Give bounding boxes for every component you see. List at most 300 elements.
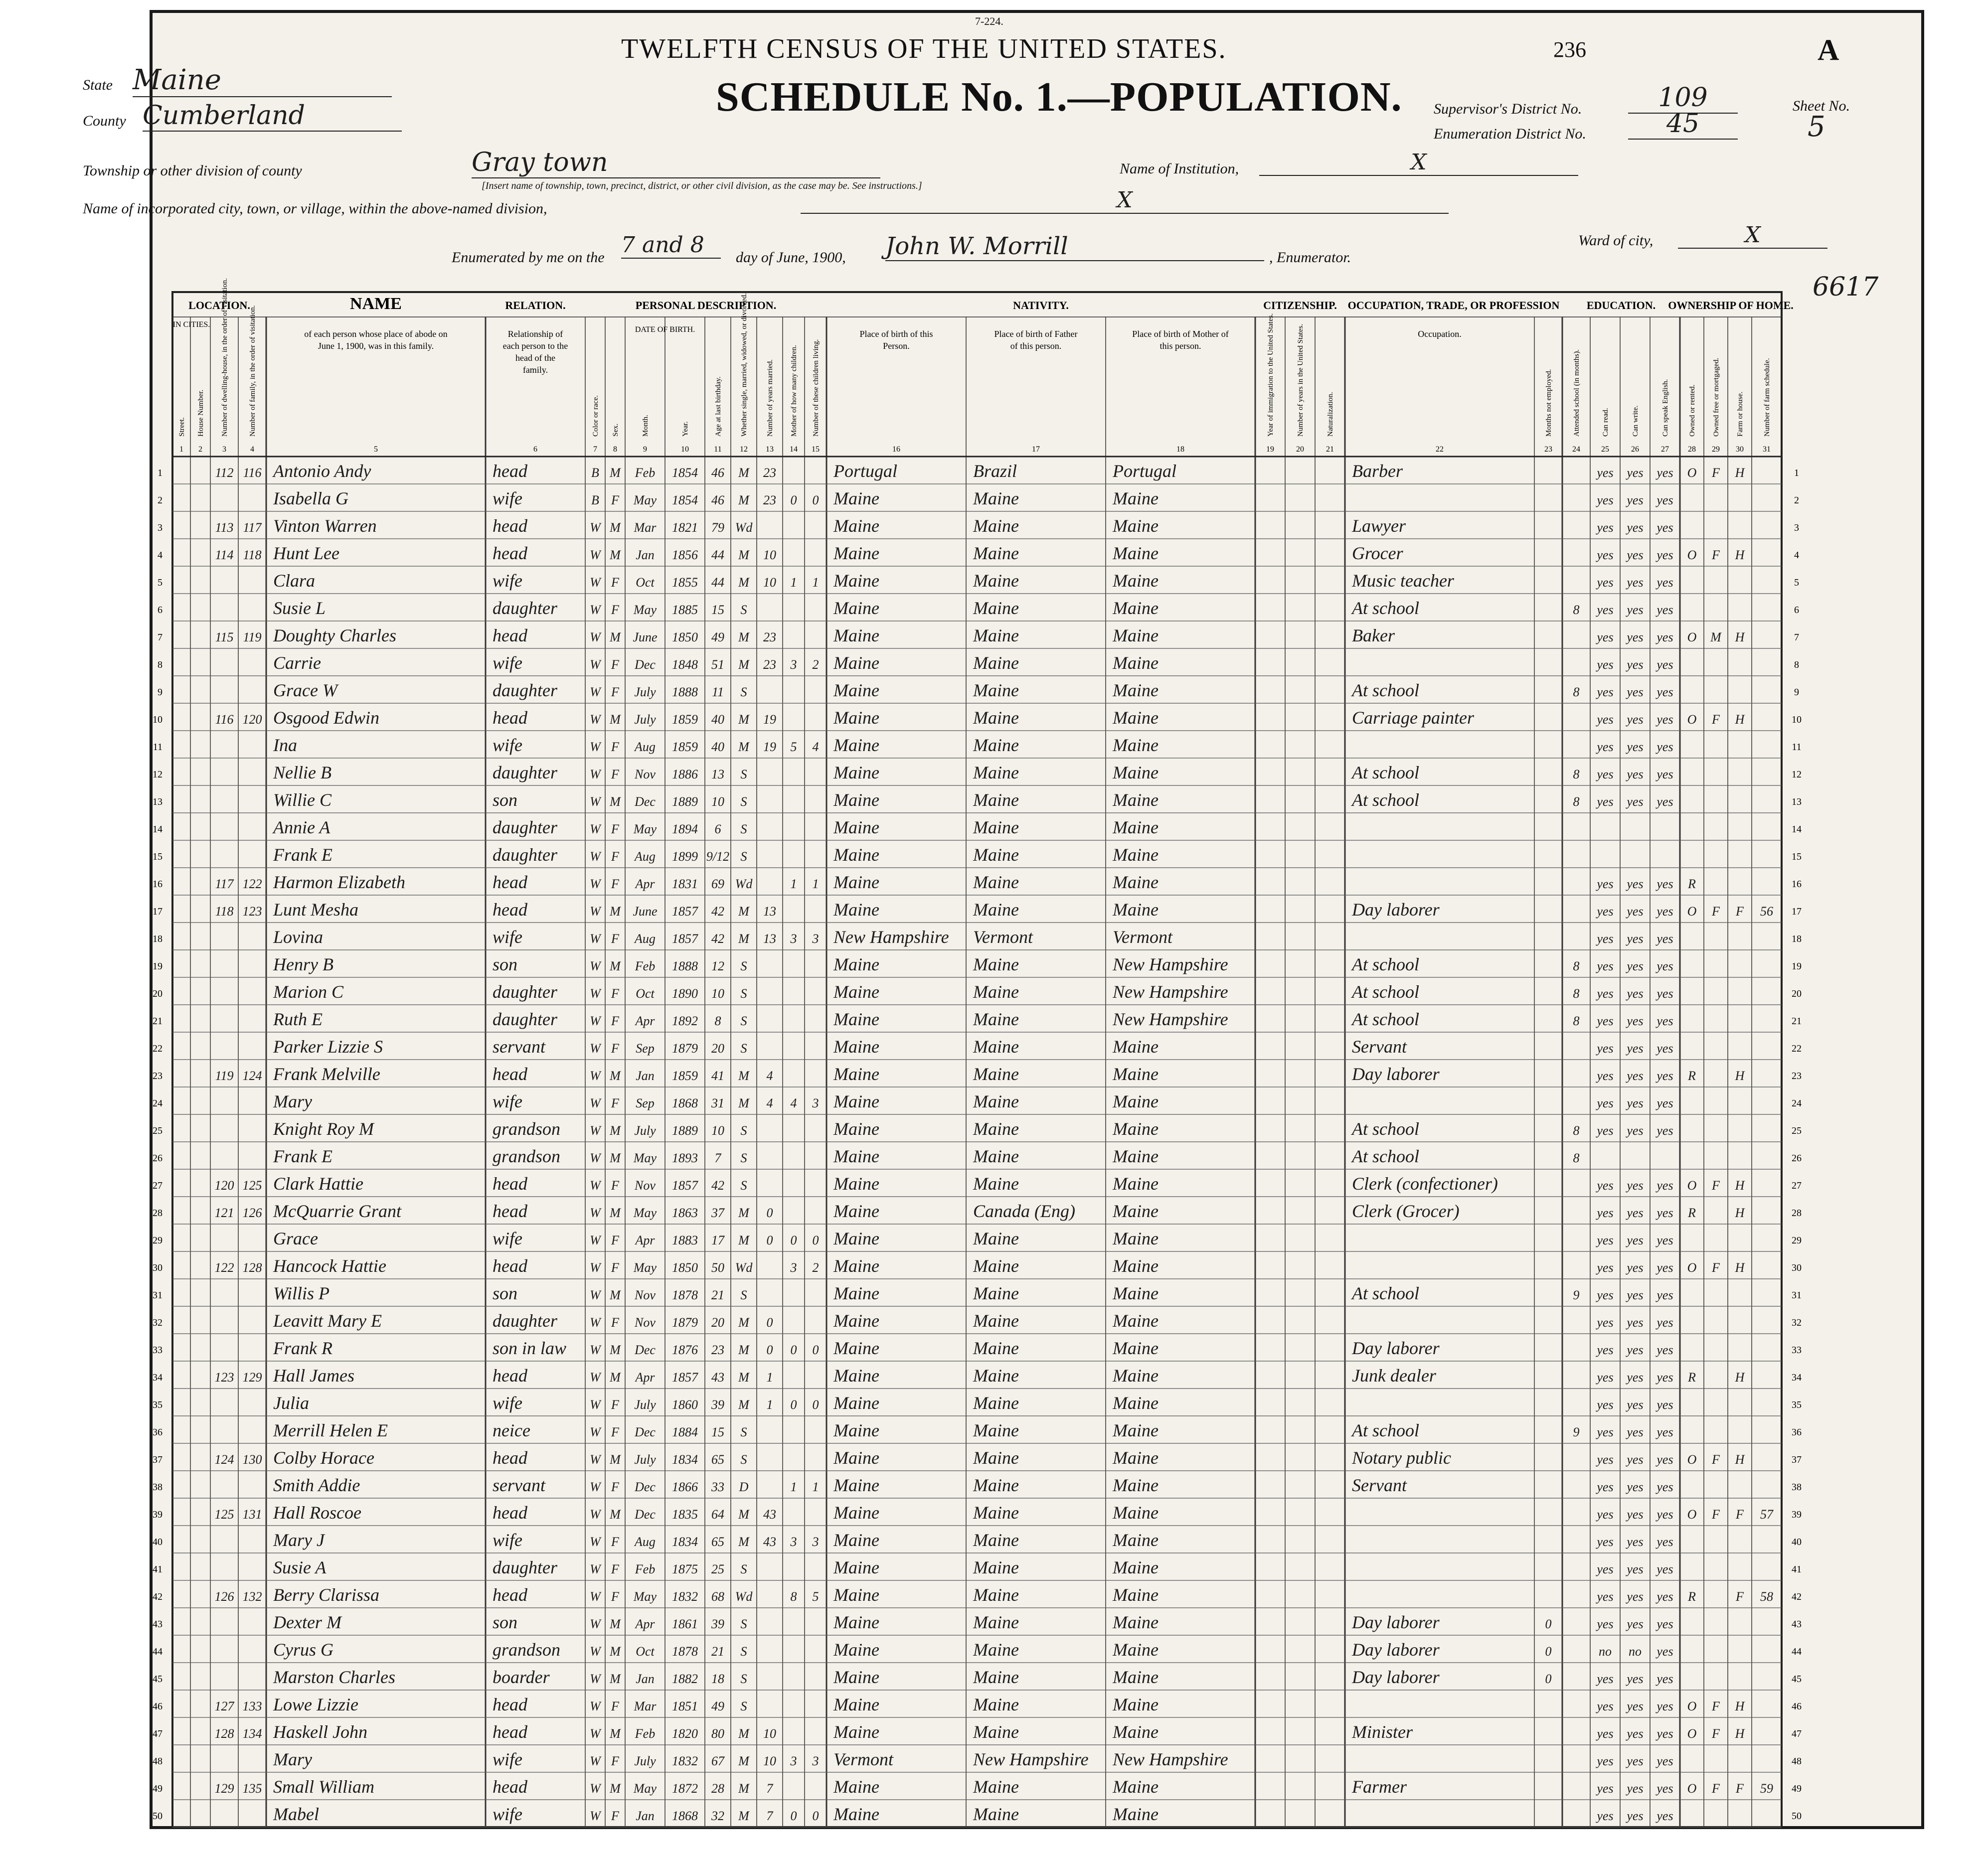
table-cell-age: 46: [711, 493, 724, 507]
table-cell-s: F: [611, 1754, 619, 1768]
table-cell-bm: New Hampshire: [1113, 1749, 1228, 1769]
table-cell-e: yes: [1657, 794, 1673, 809]
table-cell-bp: Maine: [833, 625, 879, 645]
table-cell-yr: 1831: [672, 877, 698, 891]
table-cell-fam: 132: [242, 1589, 262, 1604]
row-number: 32: [153, 1317, 163, 1328]
table-cell-bm: Maine: [1113, 1338, 1159, 1358]
table-cell-bm: Maine: [1113, 1722, 1159, 1742]
table-cell-yr: 1868: [672, 1096, 698, 1110]
column-header: Number of farm schedule.: [1763, 358, 1771, 437]
table-cell-e: yes: [1657, 1754, 1673, 1768]
column-header: Place of birth of this: [859, 329, 933, 339]
table-cell-farm: H: [1735, 1370, 1745, 1385]
table-cell-name: Clark Hattie: [273, 1174, 363, 1194]
row-number: 26: [1792, 1153, 1802, 1164]
table-cell-yr: 1835: [672, 1507, 698, 1522]
table-cell-w: yes: [1627, 1425, 1644, 1439]
table-cell-mo: July: [634, 1452, 656, 1467]
table-cell-bm: New Hampshire: [1113, 954, 1228, 974]
table-cell-occ: Day laborer: [1352, 1612, 1440, 1632]
table-cell-c: W: [590, 1809, 601, 1823]
table-cell-ch: 3: [790, 657, 797, 672]
table-cell-w: yes: [1627, 794, 1644, 809]
table-cell-w: yes: [1627, 904, 1644, 919]
column-number: 2: [198, 445, 202, 454]
table-cell-rel: head: [493, 516, 527, 536]
table-cell-w: yes: [1627, 575, 1644, 590]
table-cell-s: F: [611, 740, 619, 754]
table-cell-mar: S: [740, 1617, 747, 1631]
group-header: OWNERSHIP OF HOME.: [1668, 299, 1794, 311]
table-cell-mo: May: [633, 1151, 657, 1165]
table-cell-bp: Maine: [833, 1311, 879, 1331]
table-cell-name: Grace W: [273, 680, 337, 700]
table-cell-w: yes: [1627, 1288, 1644, 1302]
table-cell-bf: Maine: [973, 1393, 1019, 1413]
table-cell-age: 15: [711, 603, 724, 617]
table-cell-yr: 1860: [672, 1397, 698, 1412]
table-cell-c: W: [590, 1069, 601, 1083]
table-cell-rel: daughter: [493, 982, 557, 1002]
table-cell-fam: 120: [242, 712, 262, 727]
table-cell-rel: head: [493, 1201, 527, 1221]
table-cell-mo: Mar: [634, 520, 657, 535]
group-header: NAME: [350, 295, 402, 313]
table-cell-mar: S: [740, 1288, 747, 1302]
table-cell-bm: Maine: [1113, 1420, 1159, 1440]
table-cell-ch: 3: [790, 1754, 797, 1768]
table-cell-occ: Minister: [1352, 1722, 1413, 1742]
table-cell-r: yes: [1597, 740, 1614, 754]
table-cell-s: M: [610, 465, 621, 480]
table-cell-s: F: [611, 493, 619, 507]
table-cell-age: 10: [711, 986, 724, 1001]
row-number: 12: [153, 769, 163, 780]
table-cell-c: W: [590, 904, 601, 919]
table-cell-mo: June: [633, 904, 658, 919]
table-cell-c: W: [590, 986, 601, 1001]
township-label: Township or other division of county: [83, 162, 302, 179]
table-cell-bm: Maine: [1113, 1091, 1159, 1111]
table-cell-mar: M: [738, 931, 749, 946]
table-cell-c: W: [590, 1589, 601, 1604]
table-cell-age: 20: [711, 1315, 724, 1330]
table-cell-c: W: [590, 1206, 601, 1220]
sheet-no-label: Sheet No.: [1793, 98, 1850, 114]
table-cell-fam: 119: [243, 630, 262, 644]
table-cell-r: yes: [1597, 1535, 1614, 1549]
table-cell-farm: H: [1735, 1069, 1745, 1083]
table-cell-bm: Maine: [1113, 680, 1159, 700]
table-cell-sch: 8: [1573, 1151, 1580, 1165]
table-cell-mar: S: [740, 603, 747, 617]
column-number: 6: [533, 445, 537, 454]
table-cell-mar: M: [738, 1343, 749, 1357]
table-cell-bm: Maine: [1113, 1612, 1159, 1632]
table-cell-mar: M: [738, 1754, 749, 1768]
table-cell-s: F: [611, 1397, 619, 1412]
group-header: LOCATION.: [188, 299, 250, 311]
table-cell-mar: S: [740, 959, 747, 973]
table-cell-ym: 7: [766, 1809, 773, 1823]
table-cell-w: yes: [1627, 877, 1644, 891]
table-cell-e: yes: [1657, 740, 1673, 754]
column-number: 22: [1436, 445, 1444, 454]
table-cell-r: yes: [1597, 685, 1614, 699]
table-cell-rel: son: [493, 1283, 518, 1303]
table-cell-name: Frank Melville: [273, 1064, 380, 1084]
table-cell-bf: Maine: [973, 1119, 1019, 1139]
table-cell-c: W: [590, 1452, 601, 1467]
table-cell-bm: Maine: [1113, 625, 1159, 645]
table-cell-fam: 123: [242, 904, 262, 919]
table-cell-dw: 127: [214, 1699, 234, 1713]
table-cell-name: Frank R: [273, 1338, 332, 1358]
table-cell-name: Leavitt Mary E: [273, 1311, 382, 1331]
table-cell-rel: head: [493, 543, 527, 563]
table-cell-name: Osgood Edwin: [273, 708, 380, 728]
enumerator-label: , Enumerator.: [1269, 249, 1351, 266]
table-cell-name: Marion C: [273, 982, 344, 1002]
table-cell-dw: 128: [214, 1726, 234, 1741]
table-cell-ch: 1: [790, 877, 797, 891]
supervisor-label: Supervisor's District No.: [1434, 101, 1582, 117]
column-header: Year of immigration to the United States.: [1267, 313, 1275, 437]
table-cell-bp: Maine: [833, 790, 879, 810]
row-number: 28: [153, 1208, 163, 1219]
column-header: Month.: [642, 415, 650, 437]
table-cell-w: yes: [1627, 493, 1644, 507]
table-cell-bp: Maine: [833, 680, 879, 700]
table-cell-own: O: [1687, 904, 1697, 919]
column-number: 15: [812, 445, 820, 454]
table-cell-s: F: [611, 849, 619, 864]
table-cell-free: F: [1712, 1452, 1720, 1467]
table-cell-mo: Nov: [635, 1288, 656, 1302]
table-cell-dw: 123: [214, 1370, 234, 1385]
table-cell-ne: 0: [1545, 1644, 1552, 1659]
census-title: TWELFTH CENSUS OF THE UNITED STATES.: [621, 33, 1227, 64]
table-cell-own: R: [1688, 1370, 1696, 1385]
table-cell-age: 42: [711, 1178, 724, 1193]
table-cell-mo: May: [633, 1781, 657, 1796]
row-number: 46: [153, 1701, 163, 1712]
table-cell-own: O: [1687, 1699, 1697, 1713]
table-cell-yr: 1850: [672, 630, 698, 644]
table-cell-sch: 9: [1573, 1288, 1580, 1302]
table-cell-name: Julia: [273, 1393, 309, 1413]
table-cell-own: O: [1687, 465, 1697, 480]
row-number: 37: [153, 1454, 163, 1465]
table-cell-mar: M: [738, 465, 749, 480]
column-header: this person.: [1160, 341, 1201, 351]
table-cell-r: yes: [1597, 959, 1614, 973]
table-cell-s: F: [611, 685, 619, 699]
table-cell-name: Willie C: [273, 790, 331, 810]
supervisor-value: 109: [1628, 83, 1738, 114]
table-cell-free: F: [1712, 712, 1720, 727]
city-value: X: [801, 187, 1449, 214]
table-cell-bp: Maine: [833, 763, 879, 782]
table-cell-yr: 1888: [672, 959, 698, 973]
row-number: 40: [153, 1537, 163, 1547]
table-cell-cl: 3: [812, 1535, 819, 1549]
table-cell-bp: Maine: [833, 1119, 879, 1139]
table-cell-bf: Maine: [973, 1338, 1019, 1358]
table-cell-e: yes: [1657, 712, 1673, 727]
table-cell-mar: M: [738, 712, 749, 727]
table-cell-bf: Maine: [973, 1448, 1019, 1468]
table-cell-mar: M: [738, 657, 749, 672]
table-cell-yr: 1875: [672, 1562, 698, 1576]
table-cell-r: yes: [1597, 1014, 1614, 1028]
table-cell-bm: Maine: [1113, 653, 1159, 673]
table-cell-bp: Maine: [833, 1283, 879, 1303]
table-cell-w: yes: [1627, 740, 1644, 754]
table-cell-c: W: [590, 1370, 601, 1385]
table-cell-age: 44: [711, 548, 724, 562]
table-cell-bm: Maine: [1113, 790, 1159, 810]
column-header: Number of dwelling-house, in the order of visitation.: [221, 278, 229, 437]
table-cell-ym: 23: [763, 493, 776, 507]
table-cell-yr: 1878: [672, 1288, 698, 1302]
table-cell-cl: 3: [812, 1754, 819, 1768]
table-cell-ch: 3: [790, 1260, 797, 1275]
ed-value: 45: [1628, 109, 1738, 140]
table-cell-occ: Baker: [1352, 625, 1395, 645]
table-cell-bm: Maine: [1113, 1804, 1159, 1824]
table-cell-s: M: [610, 1206, 621, 1220]
table-cell-r: yes: [1597, 1260, 1614, 1275]
table-cell-farm: F: [1736, 1507, 1744, 1522]
table-cell-c: W: [590, 931, 601, 946]
table-cell-age: 33: [711, 1480, 724, 1494]
table-cell-bm: Maine: [1113, 1064, 1159, 1084]
enumerator-name: John W. Morrill: [885, 232, 1264, 261]
table-cell-w: yes: [1627, 1507, 1644, 1522]
table-cell-c: W: [590, 1781, 601, 1796]
column-header: Number of years in the United States.: [1297, 323, 1305, 437]
table-cell-occ: At school: [1352, 763, 1419, 782]
table-cell-yr: 1863: [672, 1206, 698, 1220]
table-cell-s: F: [611, 1233, 619, 1247]
table-cell-bp: Maine: [833, 982, 879, 1002]
table-cell-bm: Maine: [1113, 1557, 1159, 1577]
row-number: 4: [1794, 550, 1799, 561]
table-cell-name: Mary: [273, 1091, 312, 1111]
table-cell-c: W: [590, 712, 601, 727]
column-header: Occupation.: [1418, 329, 1462, 339]
table-cell-w: yes: [1627, 465, 1644, 480]
table-cell-r: yes: [1597, 1041, 1614, 1056]
table-cell-s: F: [611, 1096, 619, 1110]
row-number: 9: [158, 687, 163, 698]
table-cell-age: 80: [711, 1726, 724, 1741]
table-cell-w: yes: [1627, 1617, 1644, 1631]
table-cell-occ: Lawyer: [1352, 516, 1406, 536]
table-cell-bm: Maine: [1113, 1037, 1159, 1057]
table-cell-rel: head: [493, 1585, 527, 1605]
table-cell-age: 43: [711, 1370, 724, 1385]
row-number: 25: [153, 1125, 163, 1136]
table-cell-e: yes: [1657, 1644, 1673, 1659]
table-cell-yr: 1859: [672, 740, 698, 754]
row-number: 15: [153, 851, 163, 862]
table-cell-bp: Maine: [833, 954, 879, 974]
table-cell-w: yes: [1627, 1726, 1644, 1741]
table-cell-rel: neice: [493, 1420, 530, 1440]
column-number: 5: [374, 445, 378, 454]
column-number: 13: [766, 445, 774, 454]
table-cell-own: O: [1687, 1178, 1697, 1193]
census-sheet: [83, 10, 1924, 1829]
table-cell-bm: New Hampshire: [1113, 1009, 1228, 1029]
table-cell-w: no: [1629, 1644, 1642, 1659]
table-cell-cl: 0: [812, 1809, 819, 1823]
table-cell-yr: 1857: [672, 904, 698, 919]
row-number: 38: [1792, 1482, 1802, 1493]
table-cell-bf: Maine: [973, 1557, 1019, 1577]
table-cell-w: yes: [1627, 959, 1644, 973]
table-cell-name: Vinton Warren: [273, 516, 377, 536]
table-cell-ym: 23: [763, 465, 776, 480]
column-header: Street.: [178, 417, 186, 437]
table-cell-w: yes: [1627, 1260, 1644, 1275]
row-number: 8: [158, 659, 163, 670]
table-cell-rel: wife: [493, 1091, 522, 1111]
table-cell-yr: 1834: [672, 1452, 698, 1467]
table-cell-mo: Mar: [634, 1699, 657, 1713]
table-cell-cl: 1: [812, 575, 819, 590]
row-number: 11: [153, 742, 163, 753]
table-cell-age: 65: [711, 1452, 724, 1467]
table-cell-e: yes: [1657, 1096, 1673, 1110]
table-cell-mar: S: [740, 1123, 747, 1138]
column-number: 30: [1736, 445, 1744, 454]
table-cell-mo: Apr: [635, 1014, 655, 1028]
table-cell-rel: son: [493, 790, 518, 810]
row-number: 28: [1792, 1208, 1802, 1219]
table-cell-free: F: [1712, 1507, 1720, 1522]
table-cell-r: yes: [1597, 1069, 1614, 1083]
table-cell-s: M: [610, 712, 621, 727]
table-cell-farm: H: [1735, 465, 1745, 480]
column-header: of this person.: [1010, 341, 1062, 351]
row-number: 7: [1794, 632, 1799, 643]
table-cell-ym: 19: [763, 740, 776, 754]
table-cell-w: yes: [1627, 712, 1644, 727]
table-cell-rel: daughter: [493, 1557, 557, 1577]
column-header: each person to the: [502, 341, 568, 351]
table-cell-ch: 3: [790, 1535, 797, 1549]
institution-value: X: [1259, 150, 1578, 176]
table-cell-yr: 1889: [672, 794, 698, 809]
table-cell-yr: 1882: [672, 1672, 698, 1686]
table-cell-bm: Maine: [1113, 1640, 1159, 1660]
table-cell-farm: H: [1735, 1726, 1745, 1741]
table-cell-s: F: [611, 1809, 619, 1823]
table-cell-age: 44: [711, 575, 724, 590]
table-cell-bf: Maine: [973, 1064, 1019, 1084]
table-cell-w: yes: [1627, 1699, 1644, 1713]
table-cell-occ: At school: [1352, 954, 1419, 974]
table-cell-mar: M: [738, 630, 749, 644]
table-cell-yr: 1879: [672, 1041, 698, 1056]
table-cell-r: yes: [1597, 1726, 1614, 1741]
table-cell-e: yes: [1657, 1781, 1673, 1796]
table-cell-fam: 135: [242, 1781, 262, 1796]
table-cell-r: yes: [1597, 877, 1614, 891]
table-cell-cl: 1: [812, 1480, 819, 1494]
table-cell-yr: 1866: [672, 1480, 698, 1494]
table-cell-bf: Maine: [973, 653, 1019, 673]
table-cell-e: yes: [1657, 1288, 1673, 1302]
table-cell-e: yes: [1657, 630, 1673, 644]
table-cell-yr: 1879: [672, 1315, 698, 1330]
table-cell-cl: 4: [812, 740, 819, 754]
table-cell-dw: 122: [214, 1260, 234, 1275]
table-cell-bm: Maine: [1113, 900, 1159, 920]
table-cell-s: M: [610, 1343, 621, 1357]
table-cell-name: Harmon Elizabeth: [273, 872, 405, 892]
table-cell-s: M: [610, 520, 621, 535]
table-cell-cl: 0: [812, 1397, 819, 1412]
table-cell-mar: M: [738, 575, 749, 590]
table-cell-c: W: [590, 959, 601, 973]
enumerated-day: 7 and 8: [621, 232, 721, 259]
table-cell-age: 65: [711, 1535, 724, 1549]
table-cell-bf: Maine: [973, 708, 1019, 728]
table-cell-name: Smith Addie: [273, 1475, 360, 1495]
table-cell-age: 20: [711, 1041, 724, 1056]
table-cell-occ: At school: [1352, 1283, 1419, 1303]
table-cell-age: 51: [711, 657, 724, 672]
table-cell-w: yes: [1627, 1809, 1644, 1823]
table-cell-c: W: [590, 520, 601, 535]
table-cell-e: yes: [1657, 1041, 1673, 1056]
table-cell-e: yes: [1657, 1452, 1673, 1467]
table-cell-mo: July: [634, 712, 656, 727]
table-cell-fs: 59: [1760, 1781, 1773, 1796]
table-cell-mo: Jan: [636, 1069, 655, 1083]
table-cell-yr: 1892: [672, 1014, 698, 1028]
table-cell-age: 49: [711, 630, 724, 644]
table-cell-yr: 1848: [672, 657, 698, 672]
table-cell-mar: M: [738, 1370, 749, 1385]
table-cell-ym: 10: [763, 548, 776, 562]
group-header: EDUCATION.: [1586, 299, 1656, 311]
table-cell-bf: Maine: [973, 488, 1019, 508]
table-cell-w: yes: [1627, 1397, 1644, 1412]
table-cell-c: W: [590, 1754, 601, 1768]
table-cell-bm: Maine: [1113, 571, 1159, 591]
table-cell-sch: 8: [1573, 959, 1580, 973]
table-cell-bf: Maine: [973, 625, 1019, 645]
table-cell-e: yes: [1657, 548, 1673, 562]
table-cell-bf: Maine: [973, 1037, 1019, 1057]
table-cell-r: yes: [1597, 1343, 1614, 1357]
sheet-letter: A: [1818, 33, 1839, 66]
table-cell-cl: 2: [812, 657, 819, 672]
row-number: 10: [153, 714, 163, 725]
row-number: 36: [1792, 1427, 1802, 1438]
table-cell-occ: Junk dealer: [1352, 1366, 1436, 1386]
table-cell-bm: Maine: [1113, 488, 1159, 508]
column-number: 1: [179, 445, 183, 454]
table-cell-yr: 1878: [672, 1644, 698, 1659]
table-cell-e: yes: [1657, 1672, 1673, 1686]
